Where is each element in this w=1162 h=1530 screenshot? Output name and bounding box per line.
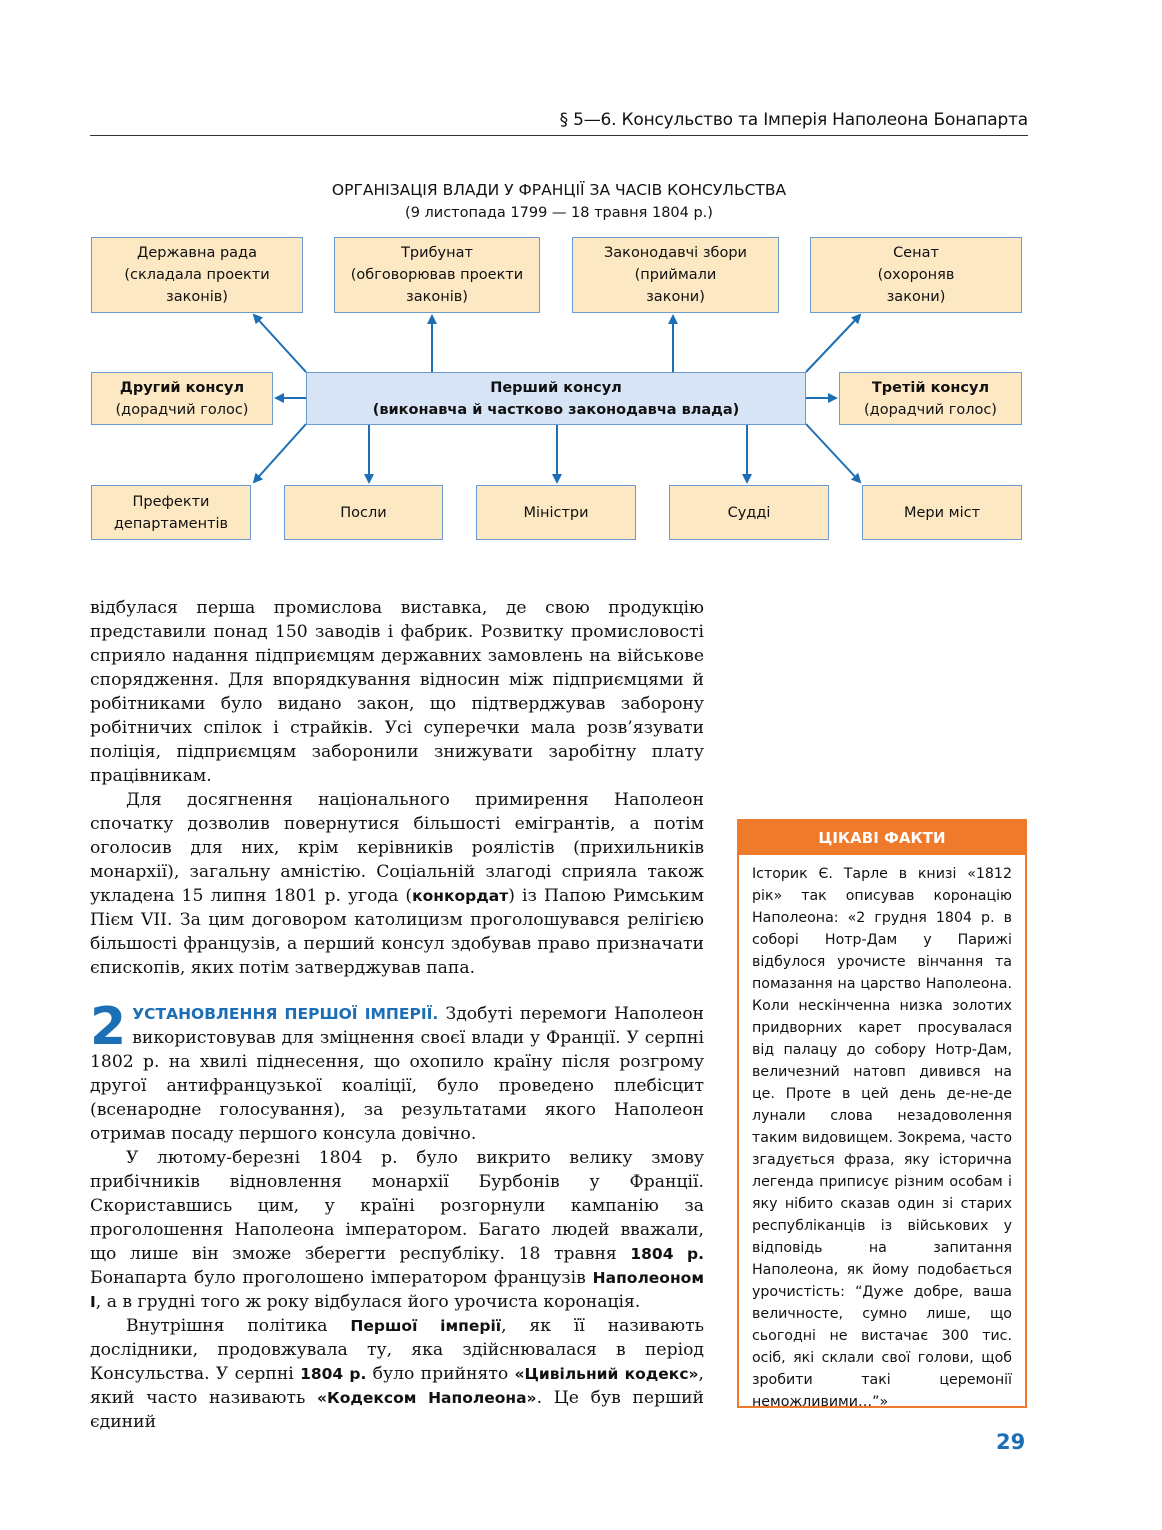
box-legislative-corps (572, 237, 779, 313)
paragraph (90, 1314, 704, 1434)
box-line: (складала проекти (124, 267, 270, 283)
facts-text: Історик Є. Тарле в книзі «1812 рік» так описував коронацію Наполеона: «2 грудня 1804 р. в соборі Нотр-Дам у Парижі відбулося урочисте вінчання та помазання на царство Наполеона. Коли нескінченна низка золотих придворних карет просувалася від палацу до собору Нотр-Дам, величезний натовп дивився на це. Проте в цей день де-не-де лунали слова незадоволення таким видовищем. Зокрема, часто згадується фраза, яку історична легенда приписує різним особам і яку нібито сказав один зі старих республіканців із військових у відповідь на запитання Наполеона, як йому подобається урочистість: “Дуже добре, ваша величносте, сумно лише, що сьогодні не вистачає 300 тис. осіб, які склали свої голови, щоб зробити такі церемонії неможливими…”» (752, 866, 1012, 1410)
box-line: Трибунат (401, 245, 473, 261)
diagram-title: ОРГАНІЗАЦІЯ ВЛАДИ У ФРАНЦІЇ ЗА ЧАСІВ КОНСУЛЬСТВА (331, 181, 787, 199)
text-run: , як її називають дослідники, продовжувала ту, яка здійснювалася в період Консульства. У серпні (90, 1316, 704, 1384)
box-line: Законодавчі збори (604, 245, 747, 261)
text-run: Здобуті перемоги Наполеон використовував для зміцнення своєї влади у Франції. У серпні 1802 р. на хвилі піднесення, що охопило країну після розгрому другої антифранцузької коаліції, було проведено плебісцит (всенародне голосування), за результатами якого Наполеон отримав посаду першого консула довічно. (90, 1004, 705, 1144)
box-line: Сенат (893, 245, 939, 261)
box-line: Мери міст (903, 504, 981, 521)
box-title: Третій консул (871, 379, 990, 396)
text-run: ) із Папою Римським Пієм VII. За цим договором католицизм проголошувався релігією більшості французів, а перший консул здобував право призначати єпископів, яких потім затверджував папа. (90, 886, 704, 978)
box-judges (669, 485, 829, 540)
term-napoleon: Наполеоном I (90, 1269, 704, 1311)
paragraph (90, 1146, 704, 1314)
text-run: У лютому-березні 1804 р. було викрито велику змову прибічників відновлення монархії Бурбонів у Франції. Скориставшись цим, у країні розгорнули кампанію за проголошення Наполеона імператором. Багато людей вважали, що лише він зможе зберегти республіку. 18 травня (90, 1148, 704, 1264)
box-line: Префекти (132, 493, 210, 510)
term-date: 1804 р. (630, 1245, 704, 1263)
paragraph (90, 788, 704, 980)
term-date: 1804 р. (300, 1365, 367, 1383)
paragraph: відбулася перша промислова виставка, де свою продукцію представили понад 150 заводів і фабрик. Розвитку промисловості сприяло надання підприємцям державних замовлень на військове спорядження. Для впорядкування відносин між підприємцями й робітниками було видано закон, що підтверджував заборону робітничих спілок і страйків. Усі суперечки мала розв’язувати поліція, підприємцям заборонили знижувати заробітну плату працівникам. (90, 598, 704, 786)
box-ministers (476, 485, 636, 540)
box-line: Міністри (523, 504, 589, 521)
box-second-consul (91, 372, 273, 425)
main-text (90, 596, 704, 1434)
text-run: , який часто називають (90, 1364, 704, 1408)
text-run: Внутрішня політика (126, 1316, 351, 1336)
box-line: Державна рада (137, 245, 257, 261)
arrow-to-prefects (254, 424, 306, 482)
box-line: (дорадчий голос) (115, 401, 249, 418)
government-diagram (0, 0, 1162, 560)
term-napoleonic-code: «Кодексом Наполеона» (317, 1389, 537, 1407)
box-ambassadors (284, 485, 443, 540)
box-line: Судді (727, 504, 771, 521)
text-run: Для досягнення національного примирення Наполеон спочатку дозволив повернутися більшості емігрантів, а потім оголосив для них, крім керівників роялістів (прихильників монархії), загальну амністію. Соціальній злагоді сприяла також укладена 15 липня 1801 р. угода ( (90, 790, 704, 906)
box-line: (приймали (634, 267, 717, 283)
box-mayors (862, 485, 1022, 540)
header-title: § 5—6. Консульство та Імперія Наполеона Бонапарта (559, 110, 1028, 130)
box-line: закони) (886, 289, 946, 305)
box-tribunate (334, 237, 540, 313)
box-line: закони) (646, 289, 705, 305)
text-run: Бонапарта було проголошено імператором французів (90, 1268, 593, 1288)
box-line: (виконавча й частково законодавча влада) (372, 401, 740, 418)
facts-title: ЦІКАВІ ФАКТИ (739, 821, 1025, 855)
arrow-to-senate (806, 315, 860, 372)
box-line: законів) (406, 289, 468, 305)
arrow-to-state-council (254, 315, 306, 372)
box-first-consul (306, 372, 806, 425)
section-number: 2 (90, 997, 127, 1057)
box-line: Посли (340, 504, 387, 521)
page-number: 29 (996, 1430, 1026, 1454)
text-run: . Це був перший єдиний (90, 1388, 704, 1432)
box-line: (дорадчий голос) (864, 401, 997, 418)
facts-sidebar (737, 819, 1027, 1408)
box-line: (охороняв (877, 267, 955, 283)
term-concordat: конкордат (412, 887, 509, 905)
box-senate (810, 237, 1022, 313)
term-first-empire: Першої імперії (350, 1317, 502, 1335)
text-run: , а в грудні того ж року відбулася його урочиста коронація. (95, 1292, 641, 1312)
box-line: департаментів (113, 515, 229, 532)
box-third-consul (839, 372, 1022, 425)
box-prefects (91, 485, 251, 540)
box-state-council (91, 237, 303, 313)
box-title: Перший консул (490, 379, 622, 396)
box-title: Другий консул (119, 379, 245, 396)
text-run: було прийнято (366, 1364, 515, 1384)
section-paragraph (90, 997, 705, 1146)
term-civil-code: «Цивільний кодекс» (514, 1365, 699, 1383)
box-line: законів) (166, 289, 228, 305)
section-title: УСТАНОВЛЕННЯ ПЕРШОЇ ІМПЕРІЇ. (132, 1005, 439, 1023)
arrow-to-mayors (806, 424, 860, 482)
diagram-subtitle: (9 листопада 1799 — 18 травня 1804 р.) (405, 205, 713, 221)
box-line: (обговорював проекти (350, 267, 524, 283)
